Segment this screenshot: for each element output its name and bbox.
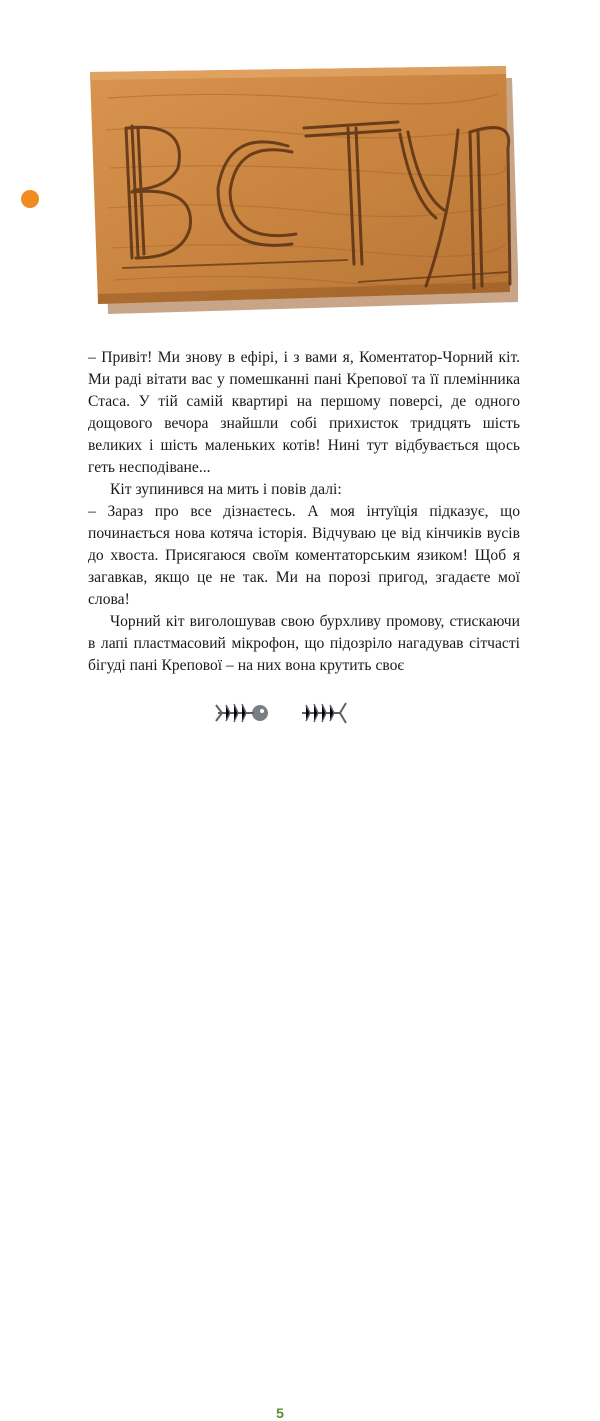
sign-board [90, 66, 510, 304]
paragraph-2: Кіт зупинився на мить і повів далі: [110, 481, 342, 498]
page-number: 5 [276, 1405, 284, 1421]
paragraph-4: Чорний кіт виголошував свою бурхливу промову, стискаючи в лапі пластмасовий мікрофон, що підозріло нагадував сітчасті бігуді пані Крепової – на них вона крутить своє [88, 613, 520, 674]
paragraph-3: – Зараз про все дізнаєтесь. А моя інтуїція підказує, що починається нова котяча історія. Відчуваю це від кінчиків вусів до хвоста. Присягаюся своїм коментаторським язиком! Щоб я загавкав, якщо це не так. Ми на порозі пригод, згадаєте мої слова! [88, 503, 520, 608]
page-footer [0, 700, 600, 1421]
fish-skeleton-icon-right [292, 700, 348, 730]
paragraph-1: – Привіт! Ми знову в ефірі, і з вами я, Коментатор-Чорний кіт. Ми раді вітати вас у помешканні пані Крепової та її племінника Стаса. У тій самій квартирі на першому поверсі, де одного дощового вечора знайшли собі прихисток тридцять шість великих і шість маленьких котів! Нині тут відбувається щось геть несподіване... [88, 349, 520, 476]
wooden-sign-heading [78, 58, 518, 318]
accent-dot [21, 190, 39, 208]
fish-skeleton-icon [214, 700, 270, 730]
body-text [88, 347, 520, 677]
wooden-sign-illustration [78, 58, 518, 318]
